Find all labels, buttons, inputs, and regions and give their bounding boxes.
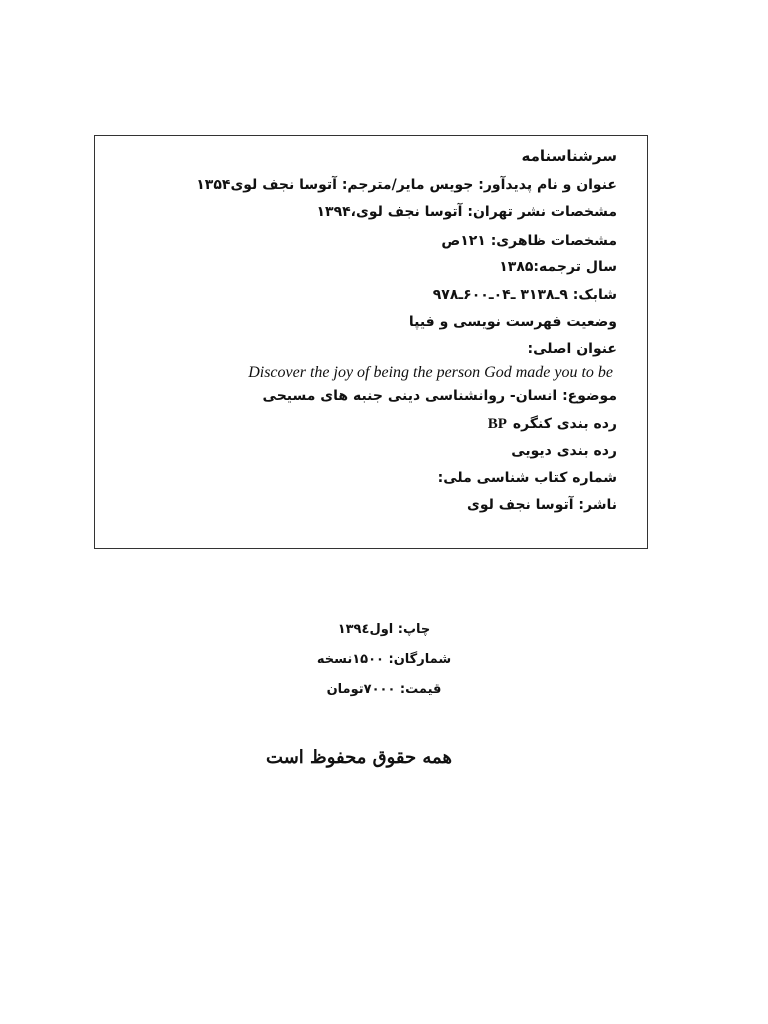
cip-dewey-line: رده بندی دیویی <box>511 443 617 459</box>
cip-national-bib-line: شماره کتاب شناسی ملی: <box>437 470 617 486</box>
cip-publication-line: مشخصات نشر تهران: آتوسا نجف لوی،۱۳۹۴ <box>316 204 617 220</box>
cip-catalog-status-line: وضعیت فهرست نویسی و فیپا <box>408 314 617 330</box>
cip-box <box>94 135 648 549</box>
cip-publisher-line: ناشر: آتوسا نجف لوی <box>467 497 617 513</box>
cip-subject-line: موضوع: انسان- روانشناسی دینی جنبه های مسیحی <box>262 388 617 404</box>
cip-physical-line: مشخصات ظاهری: ۱۲۱ص <box>441 233 617 249</box>
cip-congress-line <box>488 414 617 434</box>
cip-congress-label: رده بندی کنگره <box>512 416 617 432</box>
edition-line: چاپ: اول۱۳۹٤ <box>337 622 431 637</box>
copies-line: شمارگان: ۱۵۰۰نسخه <box>316 652 452 667</box>
cip-original-title-label: عنوان اصلی: <box>527 341 617 357</box>
cip-congress-value: BP <box>487 416 507 432</box>
cip-translation-year-line: سال ترجمه:۱۳۸۵ <box>499 259 617 275</box>
cip-title: سرشناسنامه <box>521 147 617 165</box>
cip-isbn-line: شابک: ۹ـ۳۱۳۸ ـ۰۴ـ۶۰۰ـ۹۷۸ <box>432 287 617 303</box>
cip-author-line: عنوان و نام پدیدآور: جویس مایر/مترجم: آتوسا نجف لوی۱۳۵۴ <box>196 177 617 193</box>
price-line: قیمت: ۷۰۰۰تومان <box>326 682 442 697</box>
rights-notice: همه حقوق محفوظ است <box>266 747 452 768</box>
cip-original-title: Discover the joy of being the person God made you to be <box>248 364 613 381</box>
